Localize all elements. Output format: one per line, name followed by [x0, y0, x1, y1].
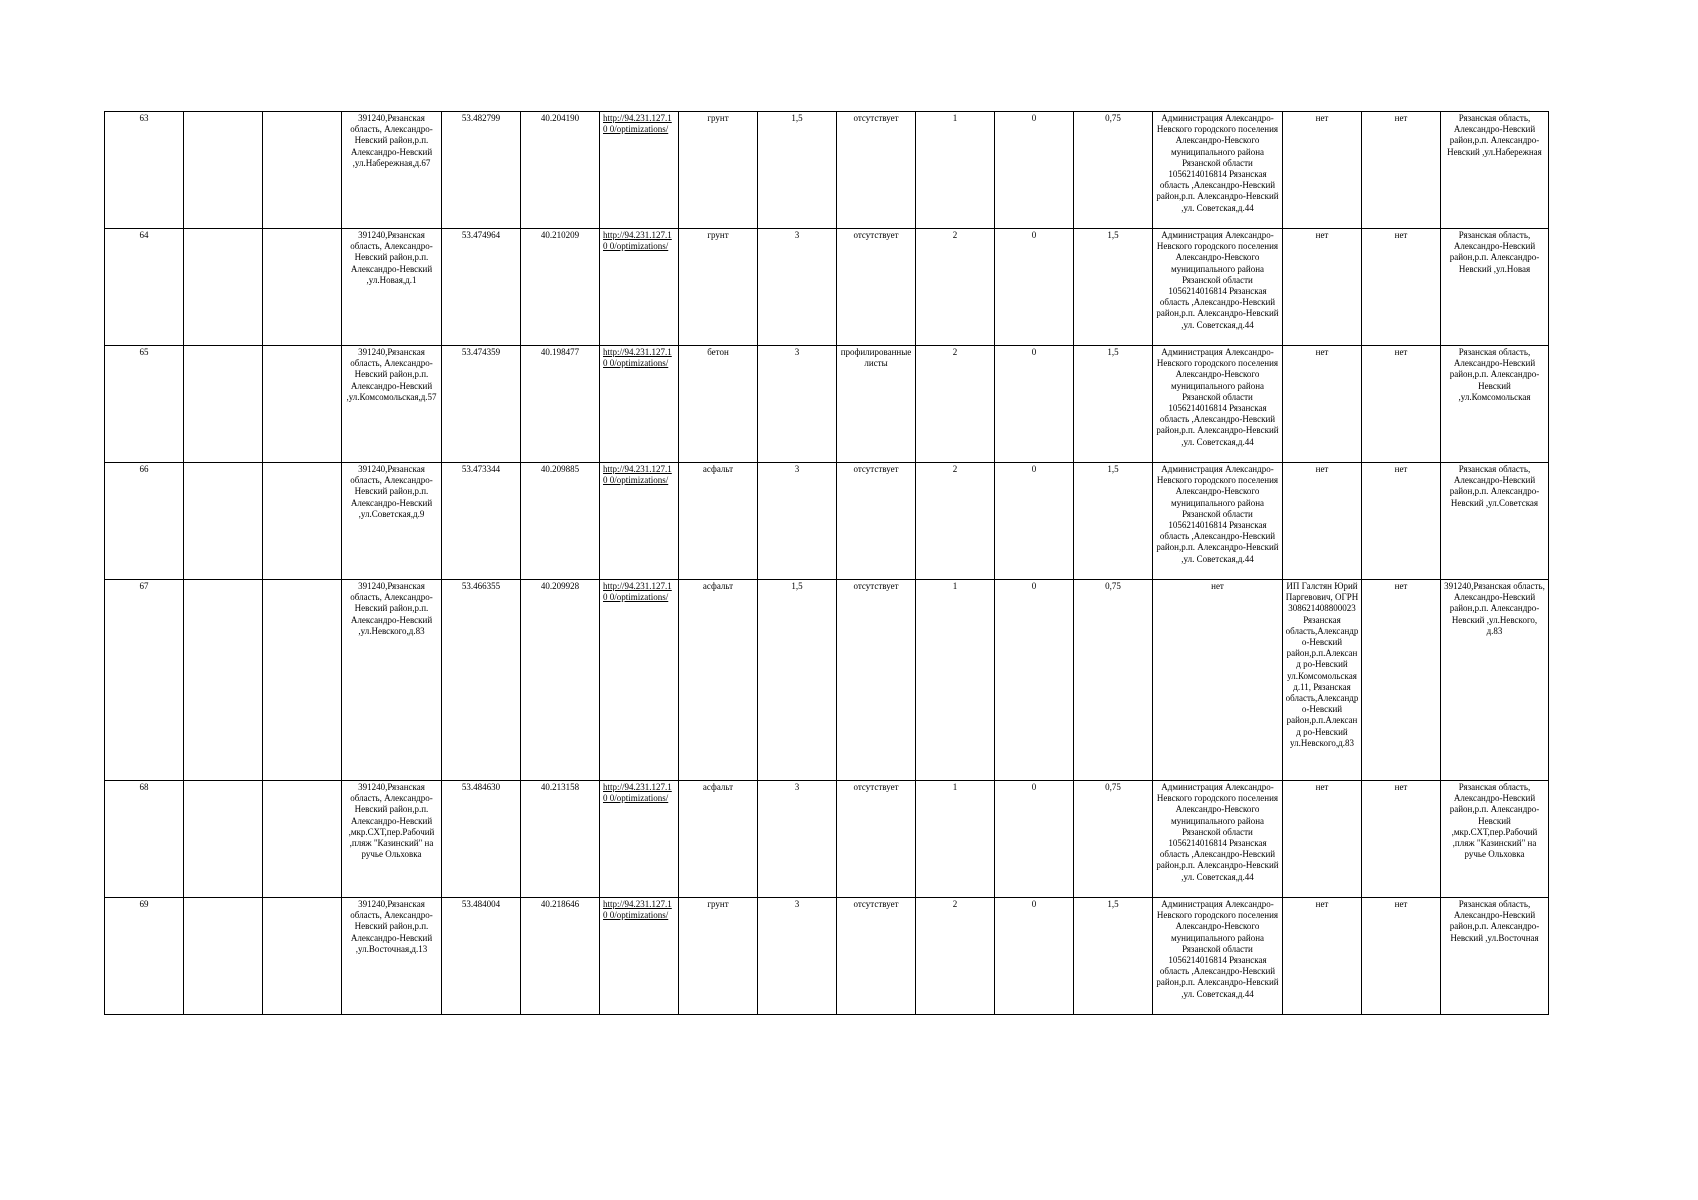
map-link[interactable]: http://94.231.127.10 0/optimizations/	[603, 464, 672, 486]
map-link-cell	[600, 346, 679, 463]
owner-cell: Администрация Александро-Невского городского поселения Александро-Невского муниципального района Рязанской области 1056214016814 Рязанская область ,Александро-Невский район,р.п. Александро-Невский ,ул. Советская,д.44	[1153, 898, 1283, 1015]
map-link[interactable]: http://94.231.127.10 0/optimizations/	[603, 782, 672, 804]
containers-cell: 2	[916, 346, 995, 463]
waste-source-cell: Рязанская область, Александро-Невский район,р.п. Александро-Невский ,ул.Комсомольская	[1441, 346, 1549, 463]
longitude-cell: 40.213158	[521, 781, 600, 898]
longitude-cell: 40.198477	[521, 346, 600, 463]
entrepreneur-cell: нет	[1283, 112, 1362, 229]
waste-source-cell: Рязанская область, Александро-Невский район,р.п. Александро-Невский ,мкр.СХТ,пер.Рабочий ,пляж "Казинский" на ручье Ольховка	[1441, 781, 1549, 898]
entrepreneur-cell: нет	[1283, 229, 1362, 346]
owner-cell: Администрация Александро-Невского городского поселения Александро-Невского муниципального района Рязанской области 1056214016814 Рязанская область ,Александро-Невский район,р.п. Александро-Невский ,ул. Советская,д.44	[1153, 781, 1283, 898]
flag-cell: нет	[1362, 112, 1441, 229]
empty-cell	[184, 898, 263, 1015]
fence-cell: отсутствует	[837, 580, 916, 781]
map-link[interactable]: http://94.231.127.10 0/optimizations/	[603, 899, 672, 921]
containers-cell: 2	[916, 229, 995, 346]
containers-cell: 1	[916, 112, 995, 229]
owner-cell: Администрация Александро-Невского городского поселения Александро-Невского муниципального района Рязанской области 1056214016814 Рязанская область ,Александро-Невский район,р.п. Александро-Невский ,ул. Советская,д.44	[1153, 112, 1283, 229]
waste-source-cell: Рязанская область, Александро-Невский район,р.п. Александро-Невский ,ул.Набережная	[1441, 112, 1549, 229]
flag-cell: нет	[1362, 229, 1441, 346]
row-number: 64	[105, 229, 184, 346]
latitude-cell: 53.466355	[442, 580, 521, 781]
empty-cell	[263, 781, 342, 898]
map-link-cell	[600, 112, 679, 229]
waste-source-cell: Рязанская область, Александро-Невский район,р.п. Александро-Невский ,ул.Новая	[1441, 229, 1549, 346]
surface-cell: бетон	[679, 346, 758, 463]
latitude-cell: 53.474359	[442, 346, 521, 463]
area-cell: 3	[758, 346, 837, 463]
volume-cell: 1,5	[1074, 898, 1153, 1015]
row-number: 65	[105, 346, 184, 463]
longitude-cell: 40.209928	[521, 580, 600, 781]
address-cell: 391240,Рязанская область, Александро-Невский район,р.п. Александро-Невский ,ул.Новая,д.1	[342, 229, 442, 346]
address-cell: 391240,Рязанская область, Александро-Невский район,р.п. Александро-Невский ,ул.Комсомольская,д.57	[342, 346, 442, 463]
entrepreneur-cell: нет	[1283, 463, 1362, 580]
entrepreneur-cell: нет	[1283, 346, 1362, 463]
latitude-cell: 53.484630	[442, 781, 521, 898]
longitude-cell: 40.210209	[521, 229, 600, 346]
surface-cell: грунт	[679, 229, 758, 346]
owner-cell: Администрация Александро-Невского городского поселения Александро-Невского муниципального района Рязанской области 1056214016814 Рязанская область ,Александро-Невский район,р.п. Александро-Невский ,ул. Советская,д.44	[1153, 463, 1283, 580]
planned-containers-cell: 0	[995, 898, 1074, 1015]
map-link[interactable]: http://94.231.127.10 0/optimizations/	[603, 113, 672, 135]
table-row	[105, 580, 1549, 781]
planned-containers-cell: 0	[995, 346, 1074, 463]
fence-cell: отсутствует	[837, 781, 916, 898]
waste-source-cell: Рязанская область, Александро-Невский район,р.п. Александро-Невский ,ул.Советская	[1441, 463, 1549, 580]
registry-table	[104, 111, 1549, 1015]
owner-cell: Администрация Александро-Невского городского поселения Александро-Невского муниципального района Рязанской области 1056214016814 Рязанская область ,Александро-Невский район,р.п. Александро-Невский ,ул. Советская,д.44	[1153, 346, 1283, 463]
planned-containers-cell: 0	[995, 580, 1074, 781]
map-link-cell	[600, 898, 679, 1015]
latitude-cell: 53.482799	[442, 112, 521, 229]
containers-cell: 1	[916, 580, 995, 781]
empty-cell	[184, 229, 263, 346]
longitude-cell: 40.209885	[521, 463, 600, 580]
table-row	[105, 229, 1549, 346]
table-row	[105, 463, 1549, 580]
surface-cell: грунт	[679, 112, 758, 229]
longitude-cell: 40.204190	[521, 112, 600, 229]
entrepreneur-cell: нет	[1283, 898, 1362, 1015]
fence-cell: отсутствует	[837, 898, 916, 1015]
empty-cell	[184, 346, 263, 463]
owner-cell: Администрация Александро-Невского городского поселения Александро-Невского муниципального района Рязанской области 1056214016814 Рязанская область ,Александро-Невский район,р.п. Александро-Невский ,ул. Советская,д.44	[1153, 229, 1283, 346]
empty-cell	[263, 112, 342, 229]
planned-containers-cell: 0	[995, 781, 1074, 898]
area-cell: 3	[758, 781, 837, 898]
map-link-cell	[600, 229, 679, 346]
row-number: 69	[105, 898, 184, 1015]
address-cell: 391240,Рязанская область, Александро-Невский район,р.п. Александро-Невский ,мкр.СХТ,пер.Рабочий ,пляж "Казинский" на ручье Ольховка	[342, 781, 442, 898]
planned-containers-cell: 0	[995, 463, 1074, 580]
containers-cell: 2	[916, 898, 995, 1015]
area-cell: 1,5	[758, 580, 837, 781]
surface-cell: асфальт	[679, 580, 758, 781]
row-number: 67	[105, 580, 184, 781]
fence-cell: профилированные листы	[837, 346, 916, 463]
flag-cell: нет	[1362, 346, 1441, 463]
fence-cell: отсутствует	[837, 229, 916, 346]
empty-cell	[263, 580, 342, 781]
flag-cell: нет	[1362, 580, 1441, 781]
row-number: 63	[105, 112, 184, 229]
row-number: 66	[105, 463, 184, 580]
planned-containers-cell: 0	[995, 229, 1074, 346]
volume-cell: 1,5	[1074, 463, 1153, 580]
empty-cell	[184, 781, 263, 898]
flag-cell: нет	[1362, 898, 1441, 1015]
flag-cell: нет	[1362, 463, 1441, 580]
address-cell: 391240,Рязанская область, Александро-Невский район,р.п. Александро-Невский ,ул.Советская,д.9	[342, 463, 442, 580]
map-link[interactable]: http://94.231.127.10 0/optimizations/	[603, 230, 672, 252]
table-row	[105, 346, 1549, 463]
containers-cell: 1	[916, 781, 995, 898]
waste-source-cell: Рязанская область, Александро-Невский район,р.п. Александро-Невский ,ул.Восточная	[1441, 898, 1549, 1015]
map-link-cell	[600, 463, 679, 580]
surface-cell: грунт	[679, 898, 758, 1015]
latitude-cell: 53.474964	[442, 229, 521, 346]
empty-cell	[184, 463, 263, 580]
area-cell: 3	[758, 898, 837, 1015]
map-link[interactable]: http://94.231.127.10 0/optimizations/	[603, 581, 672, 603]
area-cell: 1,5	[758, 112, 837, 229]
area-cell: 3	[758, 463, 837, 580]
empty-cell	[184, 112, 263, 229]
address-cell: 391240,Рязанская область, Александро-Невский район,р.п. Александро-Невский ,ул.Восточная,д.13	[342, 898, 442, 1015]
map-link-cell	[600, 781, 679, 898]
latitude-cell: 53.484004	[442, 898, 521, 1015]
volume-cell: 0,75	[1074, 112, 1153, 229]
map-link-cell	[600, 580, 679, 781]
latitude-cell: 53.473344	[442, 463, 521, 580]
row-number: 68	[105, 781, 184, 898]
area-cell: 3	[758, 229, 837, 346]
volume-cell: 0,75	[1074, 580, 1153, 781]
empty-cell	[263, 898, 342, 1015]
flag-cell: нет	[1362, 781, 1441, 898]
entrepreneur-cell: ИП Галстян Юрий Паргевович, ОГРН 308621408800023 Рязанская область,Александр о-Невский район,р.п.Александ ро-Невский ул.Комсомольская д.11, Рязанская область,Александр о-Невский район,р.п.Александ ро-Невский ул.Невского,д.83	[1283, 580, 1362, 781]
volume-cell: 0,75	[1074, 781, 1153, 898]
address-cell: 391240,Рязанская область, Александро-Невский район,р.п. Александро-Невский ,ул.Набережная,д.67	[342, 112, 442, 229]
empty-cell	[263, 229, 342, 346]
owner-cell: нет	[1153, 580, 1283, 781]
table-row	[105, 898, 1549, 1015]
table-row	[105, 112, 1549, 229]
volume-cell: 1,5	[1074, 229, 1153, 346]
surface-cell: асфальт	[679, 781, 758, 898]
entrepreneur-cell: нет	[1283, 781, 1362, 898]
empty-cell	[263, 346, 342, 463]
planned-containers-cell: 0	[995, 112, 1074, 229]
table-row	[105, 781, 1549, 898]
map-link[interactable]: http://94.231.127.10 0/optimizations/	[603, 347, 672, 369]
containers-cell: 2	[916, 463, 995, 580]
longitude-cell: 40.218646	[521, 898, 600, 1015]
fence-cell: отсутствует	[837, 463, 916, 580]
empty-cell	[263, 463, 342, 580]
volume-cell: 1,5	[1074, 346, 1153, 463]
surface-cell: асфальт	[679, 463, 758, 580]
waste-source-cell: 391240,Рязанская область, Александро-Невский район,р.п. Александро-Невский ,ул.Невского, д.83	[1441, 580, 1549, 781]
fence-cell: отсутствует	[837, 112, 916, 229]
empty-cell	[184, 580, 263, 781]
address-cell: 391240,Рязанская область, Александро-Невский район,р.п. Александро-Невский ,ул.Невского,д.83	[342, 580, 442, 781]
